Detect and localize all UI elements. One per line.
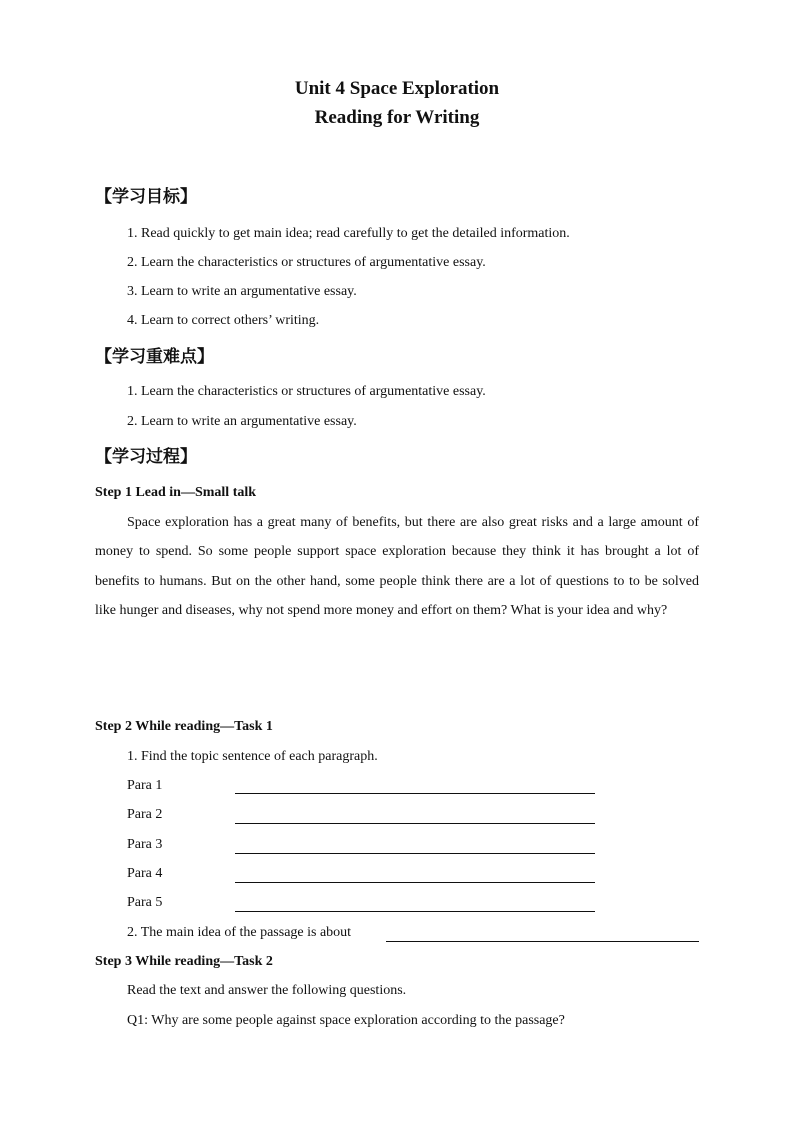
step3-instruction: Read the text and answer the following questions. bbox=[127, 983, 407, 998]
para-label: Para 2 bbox=[127, 807, 163, 822]
answer-blank[interactable] bbox=[235, 853, 595, 854]
answer-blank[interactable] bbox=[235, 882, 595, 883]
step2-question-1: 1. Find the topic sentence of each paragraph. bbox=[127, 749, 378, 764]
page-subtitle: Reading for Writing bbox=[314, 107, 480, 128]
objectives-heading: 【学习目标】 bbox=[95, 187, 197, 207]
answer-blank[interactable] bbox=[235, 793, 595, 794]
para-label: Para 3 bbox=[127, 837, 163, 852]
key-point-item: 2. Learn to write an argumentative essay. bbox=[127, 414, 357, 429]
key-points-heading: 【学习重难点】 bbox=[95, 347, 214, 367]
step3-heading: Step 3 While reading—Task 2 bbox=[95, 954, 273, 969]
step1-body-text: Space exploration has a great many of benefits, but there are also great risks and a large amount of money to spend. So some people support space exploration because they think it has brought a lot of benefits to humans. But on the other hand, some people think there are a lot of questions to to be solved like hunger and diseases, why not spend more money and effort on them? What is your idea and why? bbox=[95, 515, 699, 619]
step2-heading: Step 2 While reading—Task 1 bbox=[95, 719, 273, 734]
objective-item: 2. Learn the characteristics or structures of argumentative essay. bbox=[127, 255, 486, 270]
para-label: Para 4 bbox=[127, 866, 163, 881]
step3-question-1: Q1: Why are some people against space exploration according to the passage? bbox=[127, 1013, 565, 1028]
para-label: Para 5 bbox=[127, 895, 163, 910]
objective-item: 1. Read quickly to get main idea; read carefully to get the detailed information. bbox=[127, 226, 570, 241]
key-point-item: 1. Learn the characteristics or structures of argumentative essay. bbox=[127, 384, 486, 399]
objective-item: 4. Learn to correct others’ writing. bbox=[127, 313, 320, 328]
para-label: Para 1 bbox=[127, 778, 163, 793]
process-heading: 【学习过程】 bbox=[95, 447, 197, 467]
step2-question-2: 2. The main idea of the passage is about bbox=[127, 925, 352, 940]
answer-blank[interactable] bbox=[235, 911, 595, 912]
page-title: Unit 4 Space Exploration bbox=[294, 78, 500, 99]
objective-item: 3. Learn to write an argumentative essay. bbox=[127, 284, 357, 299]
answer-blank[interactable] bbox=[235, 823, 595, 824]
step1-body bbox=[95, 508, 699, 626]
step1-heading: Step 1 Lead in—Small talk bbox=[95, 485, 257, 500]
answer-blank[interactable] bbox=[386, 941, 699, 942]
